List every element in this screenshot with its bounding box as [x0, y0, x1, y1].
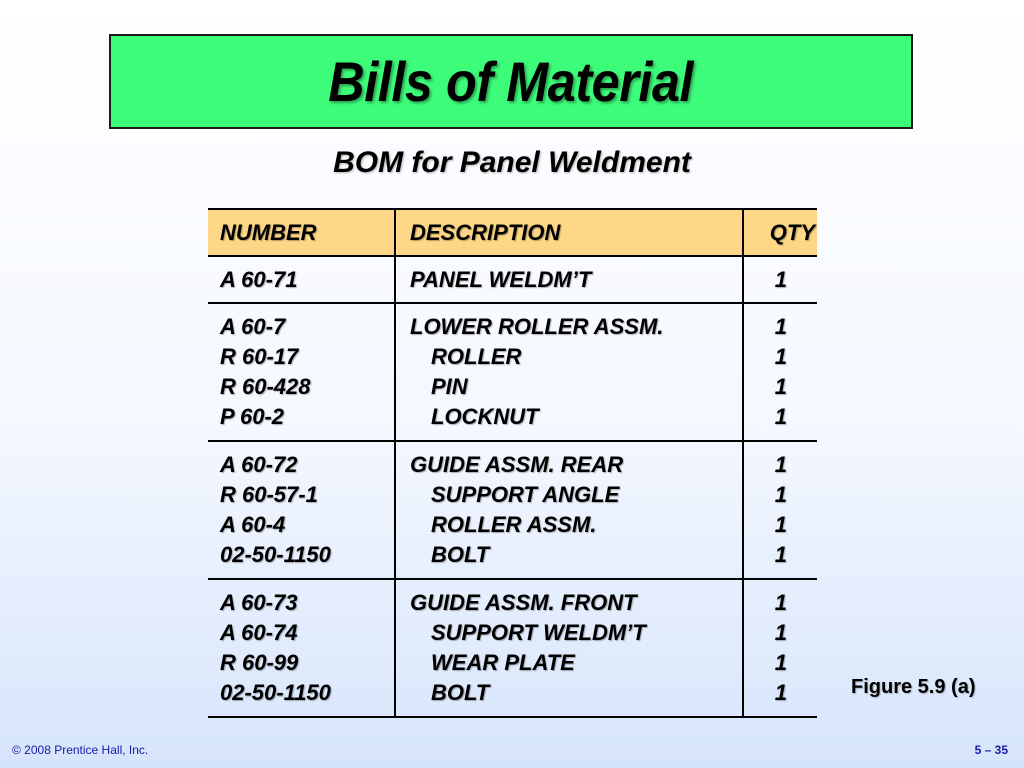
part-description-column [394, 442, 744, 578]
part-number: R 60-99 [220, 650, 299, 675]
part-description: PANEL WELDM’T [410, 267, 592, 292]
header-number: NUMBER [220, 219, 317, 245]
part-description: GUIDE ASSM. FRONT [410, 590, 637, 615]
part-description: WEAR PLATE [431, 650, 575, 675]
part-qty: 1 [774, 680, 787, 705]
part-qty: 1 [774, 314, 787, 339]
part-description: LOWER ROLLER ASSM. [410, 314, 664, 339]
part-qty: 1 [774, 542, 787, 567]
part-number: 02-50-1150 [220, 542, 331, 567]
copyright-footer: © 2008 Prentice Hall, Inc. [12, 743, 149, 757]
part-number: R 60-428 [220, 374, 311, 399]
part-number-column [208, 442, 394, 578]
part-number: A 60-73 [220, 590, 298, 615]
bom-group [208, 442, 817, 580]
part-number: 02-50-1150 [220, 680, 331, 705]
part-description: GUIDE ASSM. REAR [410, 452, 624, 477]
part-qty: 1 [774, 620, 787, 645]
part-qty: 1 [774, 374, 787, 399]
part-description: LOCKNUT [431, 404, 539, 429]
part-number-column [208, 580, 394, 716]
header-description: DESCRIPTION [410, 219, 561, 245]
bom-group [208, 580, 817, 716]
part-qty: 1 [774, 267, 787, 292]
part-qty: 1 [774, 590, 787, 615]
part-number: A 60-72 [220, 452, 298, 477]
slide-number: 5 – 35 [974, 743, 1008, 757]
bom-group [208, 304, 817, 442]
part-description: SUPPORT WELDM’T [431, 620, 646, 645]
part-number: A 60-7 [220, 314, 286, 339]
part-qty: 1 [774, 344, 787, 369]
part-description: PIN [431, 374, 468, 399]
part-description-column [394, 304, 744, 440]
part-number: A 60-71 [220, 267, 298, 292]
part-number-column [208, 304, 394, 440]
part-qty-column [744, 442, 817, 578]
part-qty: 1 [774, 512, 787, 537]
part-description: ROLLER ASSM. [431, 512, 597, 537]
part-description: BOLT [431, 542, 490, 567]
part-number-column [208, 257, 394, 302]
bom-header-row [208, 210, 817, 257]
part-description: BOLT [431, 680, 490, 705]
header-qty: QTY [769, 219, 815, 245]
part-qty-column [744, 580, 817, 716]
part-number: A 60-74 [220, 620, 298, 645]
bom-body [208, 257, 817, 716]
table-subtitle: BOM for Panel Weldment [333, 146, 691, 179]
bom-table [208, 208, 817, 718]
part-qty: 1 [774, 404, 787, 429]
part-qty-column [744, 304, 817, 440]
figure-label: Figure 5.9 (a) [851, 676, 976, 698]
part-number: A 60-4 [220, 512, 286, 537]
page-title: Bills of Material [328, 50, 694, 113]
part-description: SUPPORT ANGLE [431, 482, 620, 507]
part-number: P 60-2 [220, 404, 285, 429]
part-description-column [394, 257, 744, 302]
part-qty: 1 [774, 452, 787, 477]
part-qty-column [744, 257, 817, 302]
part-description: ROLLER [431, 344, 522, 369]
bom-group [208, 257, 817, 304]
title-banner [109, 34, 913, 129]
part-number: R 60-17 [220, 344, 299, 369]
part-qty: 1 [774, 482, 787, 507]
part-number: R 60-57-1 [220, 482, 318, 507]
part-qty: 1 [774, 650, 787, 675]
part-description-column [394, 580, 744, 716]
